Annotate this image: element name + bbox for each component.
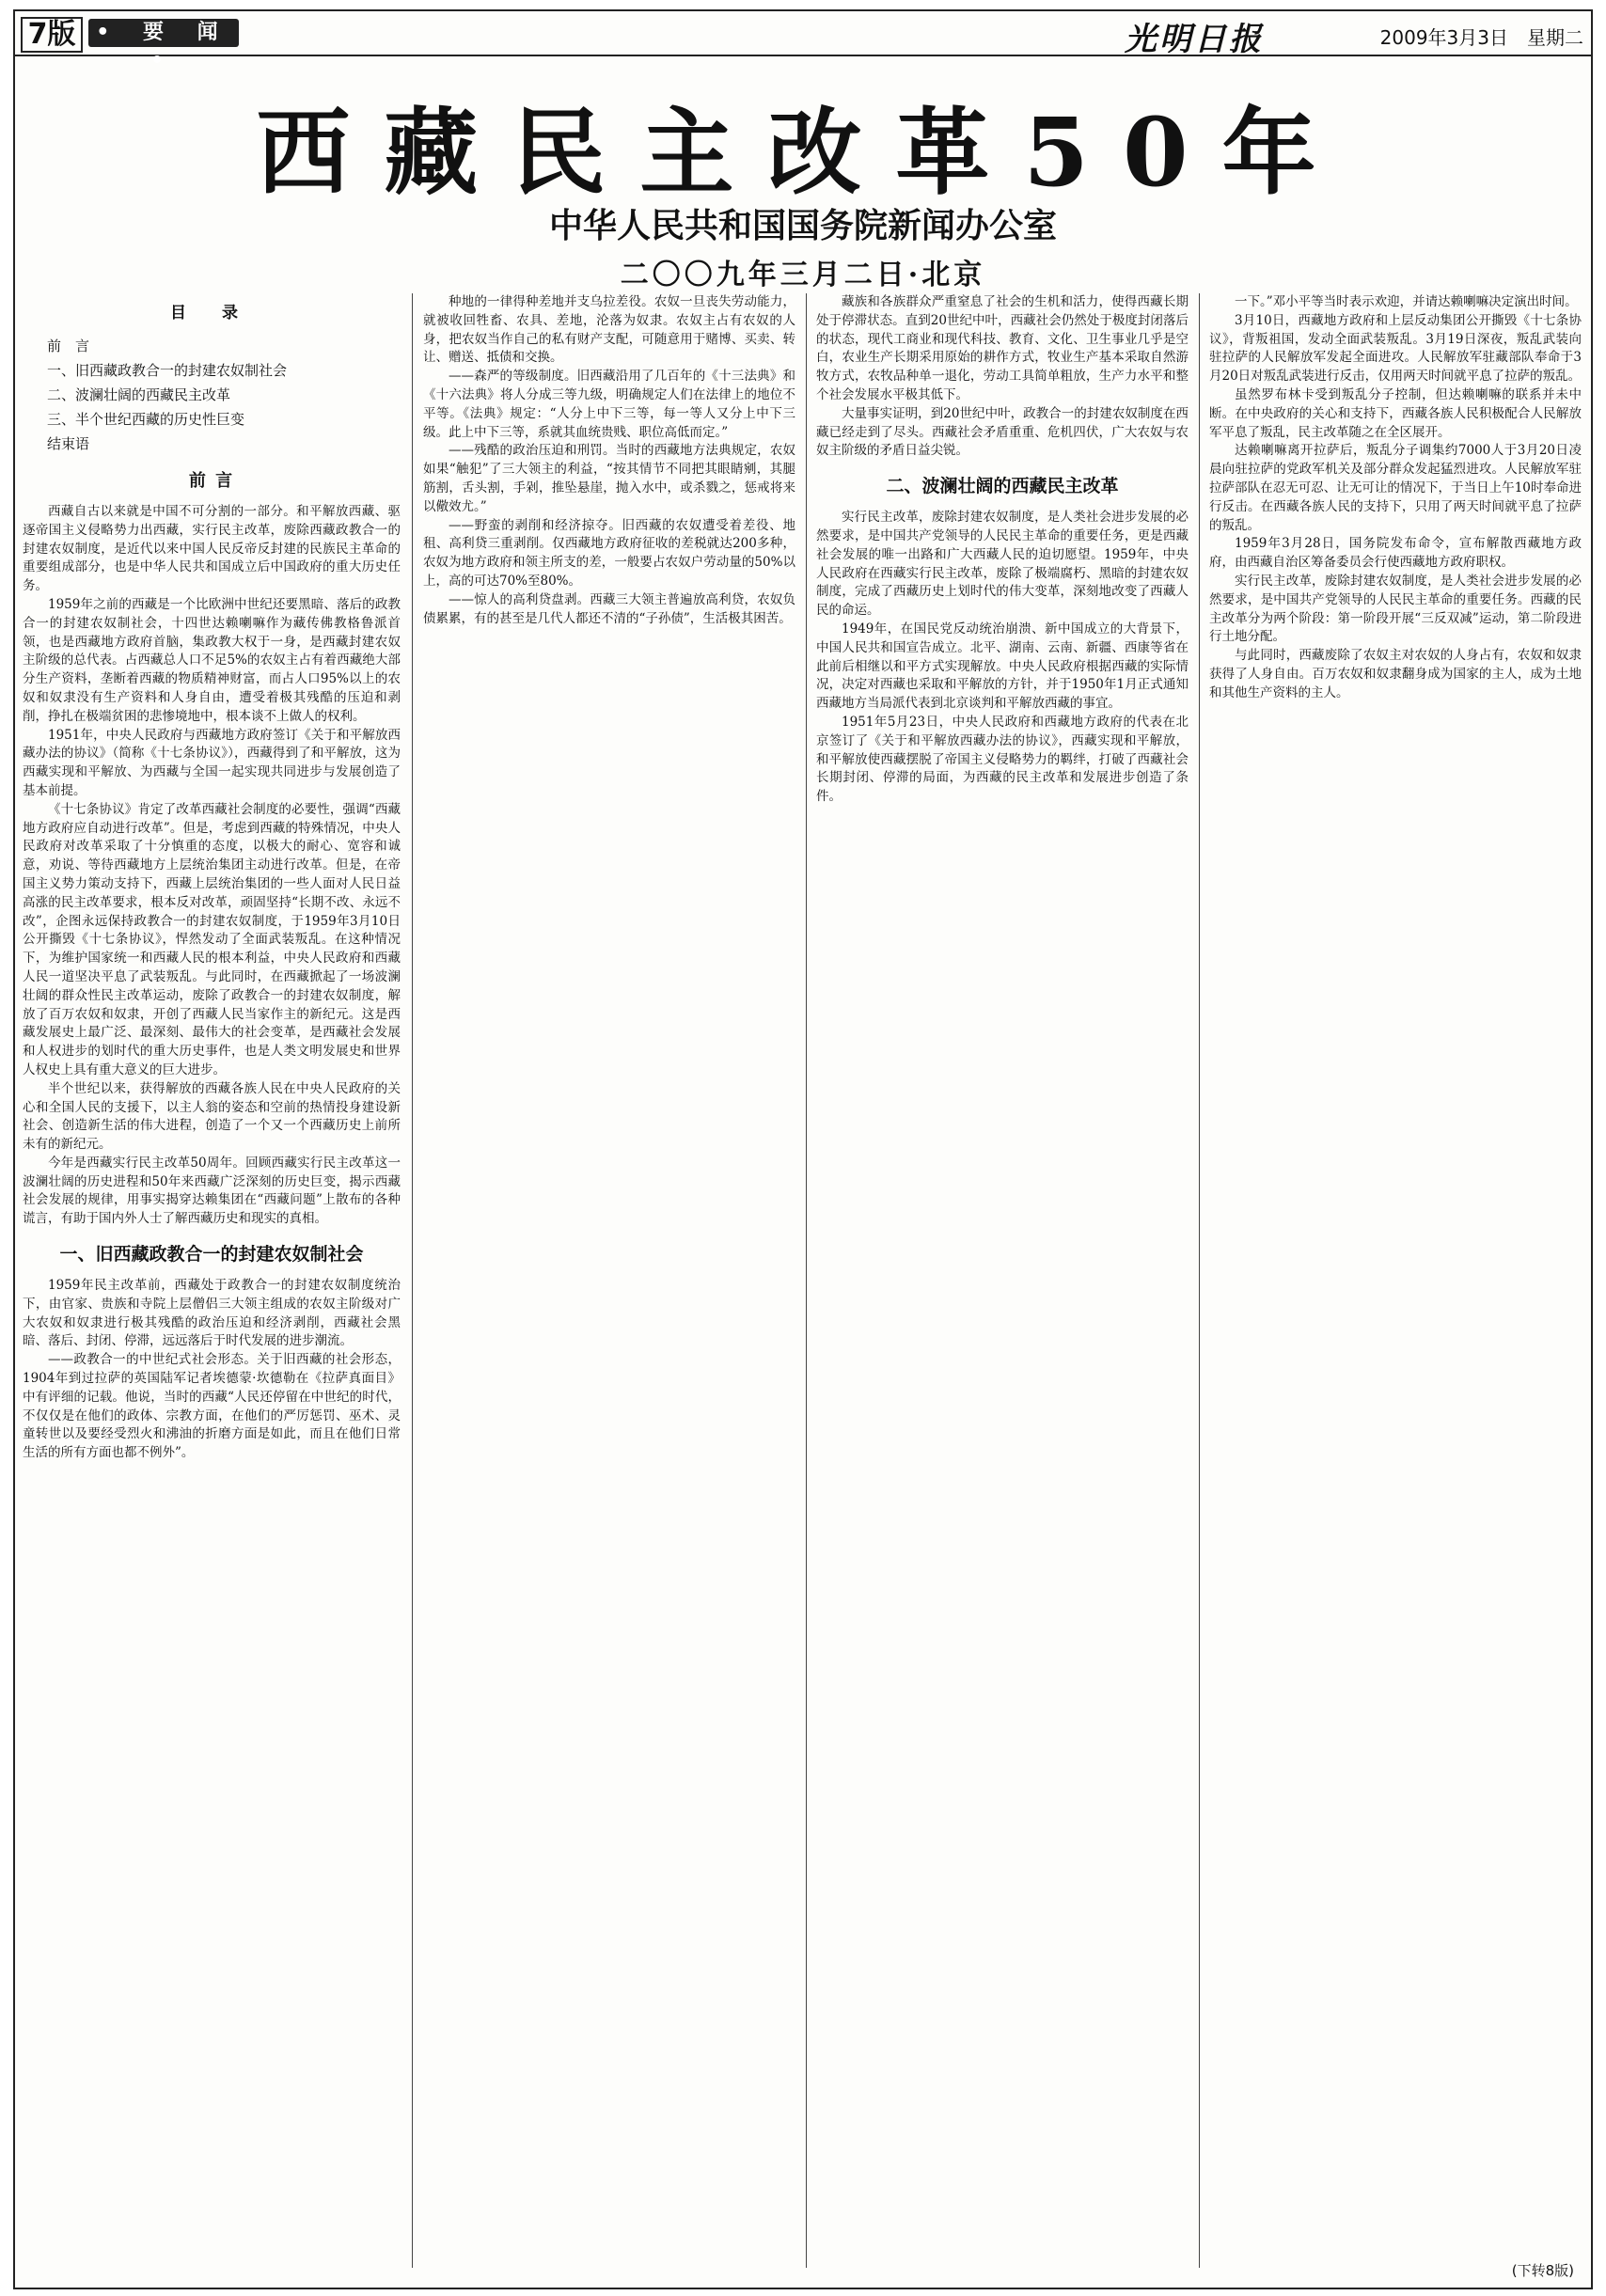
toc-item: 二、波澜壮阔的西藏民主改革	[47, 386, 231, 403]
paragraph: 与此同时，西藏废除了农奴主对农奴的人身占有，农奴和奴隶获得了人身自由。百万农奴和奴隶翻身成为国家的主人，成为土地和其他生产资料的主人。	[1209, 648, 1582, 700]
paragraph: 今年是西藏实行民主改革50周年。回顾西藏实行民主改革这一波澜壮阔的历史进程和50年来西藏广泛深刻的历史巨变，揭示西藏社会发展的规律，用事实揭穿达赖集团在“西藏问题”上散布的各种谎言，有助于国内外人士了解西藏历史和现实的真相。	[23, 1155, 401, 1227]
paragraph: 种地的一律得种差地并支乌拉差役。农奴一旦丧失劳动能力，就被收回牲畜、农具、差地，沦落为奴隶。农奴主占有农奴的人身，把农奴当作自己的私有财产支配，可随意用于赌博、买卖、转让、赠送、抵债和交换。	[423, 294, 795, 366]
byline: 中华人民共和国国务院新闻办公室	[548, 206, 1057, 245]
paragraph: ——残酷的政治压迫和刑罚。当时的西藏地方法典规定，农奴如果“触犯”了三大领主的利益，“按其情节不同把其眼睛剜，其腿筋割，舌头割，手剁，推坠悬崖，抛入水中，或杀戮之，惩戒将来以儆效尤。”	[423, 443, 795, 514]
paragraph: 半个世纪以来，获得解放的西藏各族人民在中央人民政府的关心和全国人民的支援下，以主人翁的姿态和空前的热情投身建设新社会、创造新生活的伟大进程，创造了一个又一个西藏历史上前所未有的新纪元。	[23, 1080, 401, 1153]
toc-item: 前 言	[47, 338, 90, 354]
column-2	[423, 293, 795, 2268]
section-heading-2: 二、波澜壮阔的西藏民主改革	[886, 476, 1119, 497]
column-divider	[1199, 293, 1200, 2268]
column-1	[23, 293, 401, 2268]
paragraph: 1949年，在国民党反动统治崩溃、新中国成立的大背景下，中国人民共和国宣告成立。北平、湖南、云南、新疆、西康等省在此前后相继以和平方式实现解放。中央人民政府根据西藏的实际情况，决定对西藏也采取和平解放的方针，并于1950年1月正式通知西藏地方当局派代表到北京谈判和平解放西藏的事宜。	[816, 621, 1189, 712]
column-4	[1209, 293, 1582, 2268]
paragraph: 大量事实证明，到20世纪中叶，政教合一的封建农奴制度在西藏已经走到了尽头。西藏社会矛盾重重、危机四伏，广大农奴与农奴主阶级的矛盾日益尖锐。	[816, 405, 1189, 459]
toc-item: 一、旧西藏政教合一的封建农奴制社会	[47, 362, 288, 379]
column-3	[816, 293, 1189, 2268]
paragraph: ——野蛮的剥削和经济掠夺。旧西藏的农奴遭受着差役、地租、高利贷三重剥削。仅西藏地方政府征收的差税就达200多种，农奴为地方政府和领主所支的差，一般要占农奴户劳动量的50%以上，高的可达70%至80%。	[423, 517, 795, 589]
column-divider	[412, 293, 413, 2268]
preface-heading: 前 言	[188, 471, 235, 491]
paragraph: 1959年3月28日，国务院发布命令，宣布解散西藏地方政府，由西藏自治区筹备委员会行使西藏地方政府职权。	[1209, 536, 1582, 571]
dateline: 二〇〇九年三月二日·北京	[620, 259, 986, 291]
paragraph: 达赖喇嘛离开拉萨后，叛乱分子调集约7000人于3月20日凌晨向驻拉萨的党政军机关及部分群众发起猛烈进攻。人民解放军驻拉萨部队在忍无可忍、让无可让的情况下，于当日上午10时奉命进行反击。在西藏各族人民的支持下，只用了两天时间就平息了拉萨的叛乱。	[1209, 443, 1582, 533]
issue-date: 2009年3月3日 星期二	[1379, 26, 1583, 49]
continuation-note: (下转8版)	[1511, 2262, 1574, 2279]
paragraph: 实行民主改革，废除封建农奴制度，是人类社会进步发展的必然要求，是中国共产党领导的人民民主革命的重要任务，更是西藏社会发展的唯一出路和广大西藏人民的迫切愿望。1959年，中央人民政府在西藏实行民主改革，废除了极端腐朽、黑暗的封建农奴制度，完成了西藏历史上划时代的伟大变革，深刻地改变了西藏人民的命运。	[816, 510, 1189, 619]
paragraph: 1951年5月23日，中央人民政府和西藏地方政府的代表在北京签订了《关于和平解放西藏办法的协议》，西藏实现和平解放，和平解放使西藏摆脱了帝国主义侵略势力的羁绊，打破了西藏社会长期封闭、停滞的局面，为西藏的民主改革和发展进步创造了条件。	[816, 714, 1189, 805]
paragraph: 1951年，中央人民政府与西藏地方政府签订《关于和平解放西藏办法的协议》（简称《十七条协议》），西藏得到了和平解放，这为西藏实现和平解放、为西藏与全国一起实现共同进步与发展创造了基本前提。	[23, 727, 401, 798]
paragraph: 《十七条协议》肯定了改革西藏社会制度的必要性，强调“西藏地方政府应自动进行改革”。但是，考虑到西藏的特殊情况，中央人民政府对改革采取了十分慎重的态度，以极大的耐心、宽容和诚意，劝说、等待西藏地方上层统治集团主动进行改革。但是，在帝国主义势力策动支持下，西藏上层统治集团的一些人面对人民日益高涨的民主改革要求，根本反对改革，顽固坚持“长期不改、永远不改”，企图永远保持政教合一的封建农奴制度，于1959年3月10日公开撕毁《十七条协议》，悍然发动了全面武装叛乱。在这种情况下，为维护国家统一和西藏人民的根本利益，中央人民政府和西藏人民一道坚决平息了武装叛乱。与此同时，在西藏掀起了一场波澜壮阔的群众性民主改革运动，废除了政教合一的封建农奴制度，解放了百万农奴和奴隶，开创了西藏人民当家作主的新纪元。这是西藏发展史上最广泛、最深刻、最伟大的社会变革，是西藏社会发展和人权进步的划时代的重大历史事件，也是人类文明发展史和世界人权史上具有重大意义的巨大进步。	[23, 801, 401, 1077]
table-of-contents	[23, 334, 401, 456]
column-divider	[806, 293, 807, 2268]
paragraph: 西藏自古以来就是中国不可分割的一部分。和平解放西藏、驱逐帝国主义侵略势力出西藏，实行民主改革，废除西藏政教合一的封建农奴制度，是近代以来中国人民反帝反封建的民族民主革命的重要组成部分，也是中华人民共和国成立后中国政府的重大历史任务。	[23, 504, 401, 594]
section-label: • 要 闻 •	[88, 19, 239, 47]
headline: 西藏民主改革50年	[256, 97, 1350, 208]
page-header	[15, 11, 1591, 72]
toc-item: 三、半个世纪西藏的历史性巨变	[47, 411, 245, 428]
newspaper-page	[13, 9, 1593, 2289]
paragraph: 1959年民主改革前，西藏处于政教合一的封建农奴制度统治下，由官家、贵族和寺院上层僧侣三大领主组成的农奴主阶级对广大农奴和奴隶进行极其残酷的政治压迫和经济剥削，西藏社会黑暗、落后、封闭、停滞，远远落后于时代发展的进步潮流。	[23, 1278, 401, 1349]
section-heading-1: 一、旧西藏政教合一的封建农奴制社会	[59, 1244, 364, 1266]
paragraph: ——政教合一的中世纪式社会形态。关于旧西藏的社会形态，1904年到过拉萨的英国陆军记者埃德蒙·坎德勒在《拉萨真面目》中有评细的记载。他说，当时的西藏“人民还停留在中世纪的时代，不仅仅是在他们的政体、宗教方面，在他们的严厉惩罚、巫术、灵童转世以及要经受烈火和沸油的折磨方面是如此，而且在他们日常生活的所有方面也都不例外”。	[23, 1352, 401, 1461]
paragraph: 藏族和各族群众严重窒息了社会的生机和活力，使得西藏长期处于停滞状态。直到20世纪中叶，西藏社会仍然处于极度封闭落后的状态，现代工商业和现代科技、教育、文化、卫生事业几乎是空白，农业生产长期采用原始的耕作方式，牧业生产基本采取自然游牧方式，农牧品种单一退化，劳动工具简单粗放，生产力水平和整个社会发展水平极其低下。	[816, 294, 1189, 402]
paragraph: ——惊人的高利贷盘剥。西藏三大领主普遍放高利贷，农奴负债累累，有的甚至是几代人都还不清的“子孙债”，生活极其困苦。	[423, 591, 795, 626]
paragraph: 实行民主改革，废除封建农奴制度，是人类社会进步发展的必然要求，是中国共产党领导的人民民主革命的重要任务。西藏的民主改革分为两个阶段：第一阶段开展“三反双减”运动，第二阶段进行土地分配。	[1209, 573, 1582, 645]
paragraph: 一下。”邓小平等当时表示欢迎，并请达赖喇嘛决定演出时间。	[1235, 294, 1578, 309]
toc-item: 结束语	[47, 435, 90, 452]
paragraph: 3月10日，西藏地方政府和上层反动集团公开撕毁《十七条协议》，背叛祖国，发动全面武装叛乱。3月19日深夜，叛乱武装向驻拉萨的人民解放军发起全面进攻。人民解放军驻藏部队奉命于3月20日对叛乱武装进行反击，仅用两天时间就平息了拉萨的叛乱。	[1209, 312, 1582, 385]
masthead: 光明日报	[1125, 21, 1264, 58]
page-number: 7版	[21, 17, 83, 53]
paragraph: 虽然罗布林卡受到叛乱分子控制，但达赖喇嘛的联系并未中断。在中央政府的关心和支持下，西藏各族人民积极配合人民解放军平息了叛乱，民主改革随之在全区展开。	[1209, 386, 1582, 440]
paragraph: ——森严的等级制度。旧西藏沿用了几百年的《十三法典》和《十六法典》将人分成三等九级，明确规定人们在法律上的地位不平等。《法典》规定：“人分上中下三等，每一等人又分上中下三级。此上中下三等，系就其血统贵贱、职位高低而定。”	[423, 369, 795, 440]
paragraph: 1959年之前的西藏是一个比欧洲中世纪还要黑暗、落后的政教合一的封建农奴制社会，十四世达赖喇嘛作为藏传佛教格鲁派首领，也是西藏地方政府首脑，集政教大权于一身，是西藏封建农奴主阶级的总代表。占西藏总人口不足5%的农奴主占有着西藏绝大部分生产资料，垄断着西藏的物质精神财富，而占人口95%以上的农奴和奴隶没有生产资料和人身自由，遭受着极其残酷的压迫和剥削，挣扎在极端贫困的悲惨境地中，根本谈不上做人的权利。	[23, 596, 401, 724]
toc-title: 目 录	[170, 304, 253, 322]
